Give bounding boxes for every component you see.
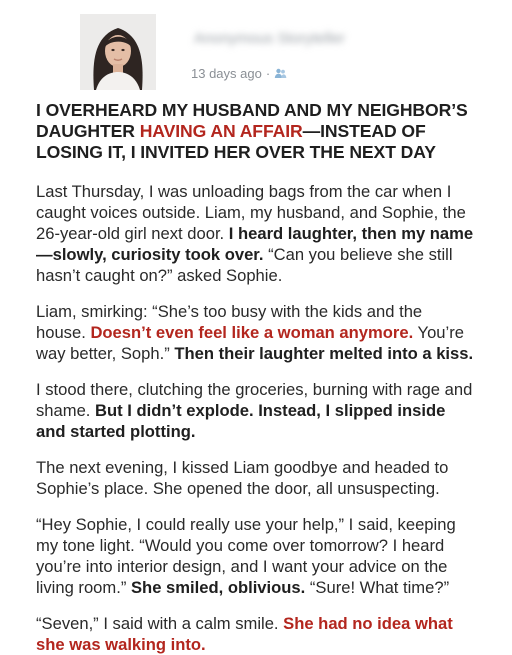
paragraph-bold-text: I heard laughter, then my name—slowly, curiosity took over. — [36, 224, 474, 264]
paragraph-red-text: Doesn’t even feel like a woman anymore. — [90, 323, 414, 342]
post-timestamp[interactable]: 13 days ago — [191, 66, 262, 81]
avatar[interactable] — [80, 14, 156, 90]
paragraph-text: I stood there, clutching the groceries, burning with rage and shame. — [36, 380, 473, 420]
paragraph-text: “Sure! What time?” — [305, 578, 450, 597]
paragraph-text: “Seven,” I said with a calm smile. — [36, 614, 284, 633]
paragraph-1 — [36, 181, 476, 286]
headline-text-start: I OVERHEARD MY HUSBAND AND MY NEIGHBOR’S DAUGHTER — [36, 100, 468, 141]
paragraph-bold-text: But I didn’t explode. Instead, I slipped inside and started plotting. — [36, 401, 446, 441]
paragraph-2 — [36, 301, 476, 364]
post-header — [36, 0, 476, 100]
paragraph-red-text: She had no idea what she was walking into. — [36, 614, 453, 654]
paragraph-text: “Hey Sophie, I could really use your help,” I said, keeping my tone light. “Would you come over tomorrow? I heard you’re into interior design, and I want your advice on the living room.” — [36, 515, 456, 597]
paragraph-text: You’re way better, Soph.” — [36, 323, 464, 363]
paragraph-text: The next evening, I kissed Liam goodbye and headed to Sophie’s place. She opened the door, all unsuspecting. — [36, 458, 449, 498]
paragraph-6 — [36, 613, 476, 655]
paragraph-text: Last Thursday, I was unloading bags from the car when I caught voices outside. Liam, my husband, and Sophie, the 26-year-old girl next door. — [36, 182, 466, 243]
post-meta — [191, 66, 287, 81]
paragraph-text: Liam, smirking: “She’s too busy with the kids and the house. — [36, 302, 423, 342]
paragraph-3 — [36, 379, 476, 442]
meta-separator: · — [265, 66, 271, 81]
post-headline — [36, 100, 476, 163]
paragraph-text: “Can you believe she still hasn’t caught on?” asked Sophie. — [36, 245, 453, 285]
paragraph-bold-text: Then their laughter melted into a kiss. — [174, 344, 474, 363]
paragraph-bold-text: She smiled, oblivious. — [130, 578, 306, 597]
post-body — [36, 181, 476, 655]
friends-icon — [274, 67, 287, 80]
headline-highlight: HAVING AN AFFAIR — [139, 121, 303, 141]
author-name[interactable]: Anonymous Storyteller — [194, 30, 345, 47]
paragraph-4 — [36, 457, 476, 499]
headline-text-end: —INSTEAD OF LOSING IT, I INVITED HER OVER THE NEXT DAY — [36, 121, 436, 162]
avatar-portrait — [80, 14, 156, 90]
paragraph-5 — [36, 514, 476, 598]
